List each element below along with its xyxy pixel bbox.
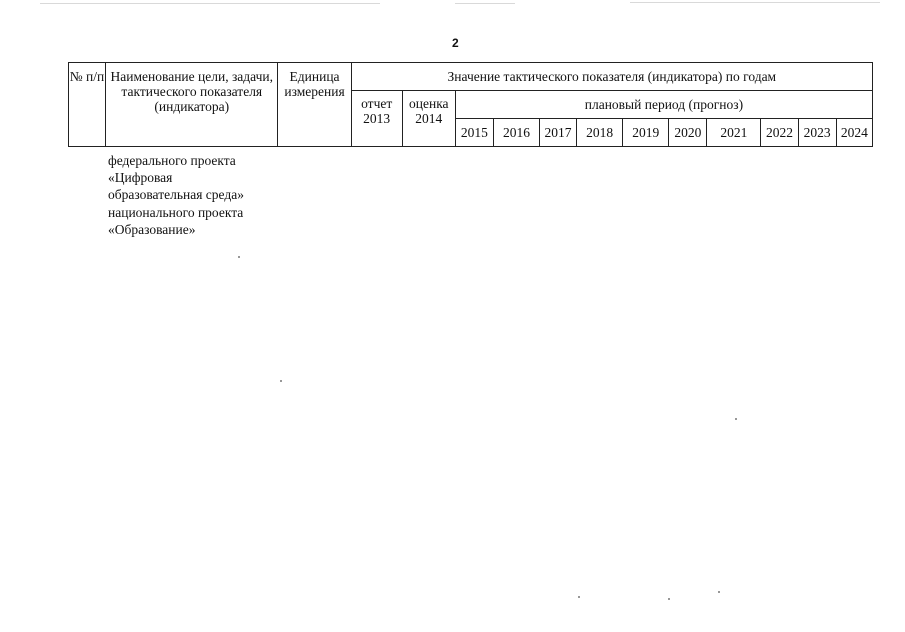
scan-artifact bbox=[280, 380, 282, 382]
continuation-line: «Образование» bbox=[108, 221, 196, 237]
header-year: 2023 bbox=[798, 119, 836, 147]
header-year: 2018 bbox=[577, 119, 623, 147]
header-report-2013: отчет 2013 bbox=[351, 91, 402, 147]
header-name: Наименование цели, задачи, тактического показателя (индикатора) bbox=[106, 63, 278, 147]
header-plan-period: плановый период (прогноз) bbox=[455, 91, 872, 119]
header-year: 2020 bbox=[669, 119, 707, 147]
continuation-line: образовательная среда» bbox=[108, 187, 244, 203]
continuation-line: федерального проекта bbox=[108, 153, 236, 168]
scan-artifact bbox=[630, 2, 880, 3]
scan-artifact bbox=[718, 591, 720, 593]
scan-artifact bbox=[735, 418, 737, 420]
header-year: 2017 bbox=[540, 119, 577, 147]
table-header-row-1 bbox=[69, 63, 873, 91]
continuation-line: «Цифровая bbox=[108, 170, 173, 186]
header-values-by-year: Значение тактического показателя (индикатора) по годам bbox=[351, 63, 872, 91]
page-number: 2 bbox=[452, 36, 459, 50]
scan-artifact bbox=[40, 3, 380, 4]
header-year: 2022 bbox=[761, 119, 798, 147]
header-estimate-2014: оценка 2014 bbox=[402, 91, 455, 147]
header-year: 2024 bbox=[836, 119, 872, 147]
header-year: 2019 bbox=[623, 119, 669, 147]
scan-artifact bbox=[238, 256, 240, 258]
header-year: 2016 bbox=[493, 119, 539, 147]
header-number: № п/п bbox=[69, 63, 106, 147]
scan-artifact bbox=[455, 3, 515, 4]
header-year: 2021 bbox=[707, 119, 761, 147]
header-unit: Единица измерения bbox=[278, 63, 351, 147]
scan-artifact bbox=[668, 598, 670, 600]
scan-artifact bbox=[578, 596, 580, 598]
header-year: 2015 bbox=[455, 119, 493, 147]
continuation-text bbox=[108, 152, 308, 238]
continuation-line: национального проекта bbox=[108, 204, 244, 220]
indicator-table bbox=[68, 62, 873, 147]
